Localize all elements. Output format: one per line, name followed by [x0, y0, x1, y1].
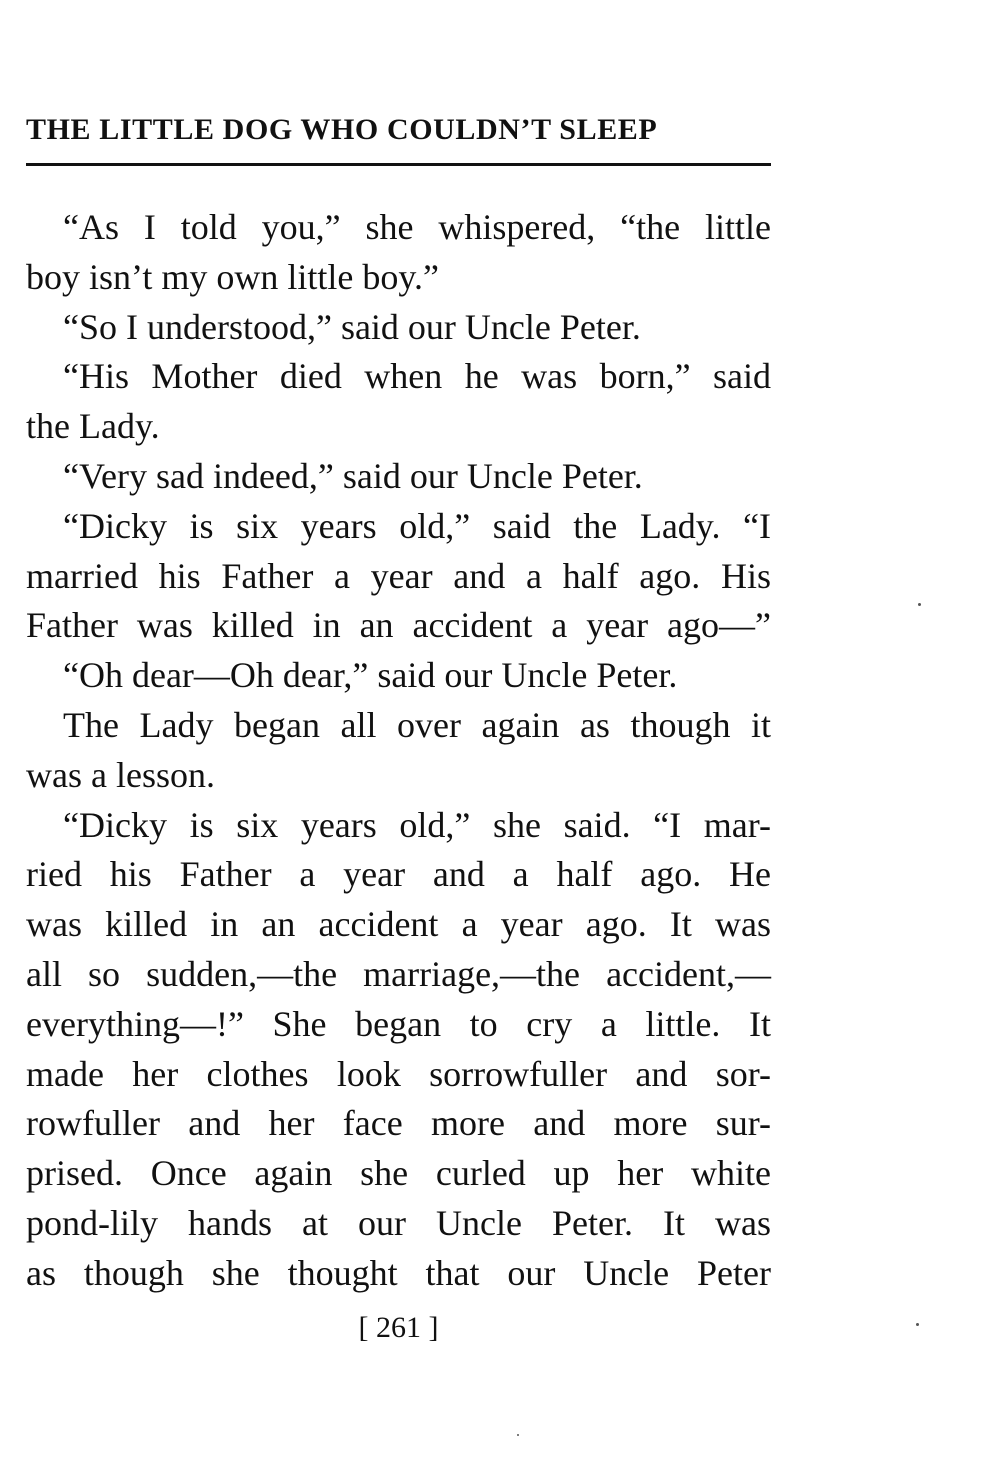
text-line: as though she thought that our Uncle Peter — [26, 1252, 771, 1293]
scan-speck — [916, 1323, 919, 1326]
text-line: was a lesson. — [26, 754, 215, 795]
page-number: [ 261 ] — [358, 1311, 439, 1344]
text-line: married his Father a year and a half ago. His — [26, 555, 771, 596]
text-line: pond-lily hands at our Uncle Peter. It was — [26, 1202, 771, 1243]
text-line: the Lady. — [26, 406, 160, 447]
text-line: prised. Once again she curled up her white — [26, 1153, 771, 1194]
text-line: “As I told you,” she whispered, “the little — [63, 207, 771, 247]
text-line: “His Mother died when he was born,” said — [63, 356, 771, 397]
text-line: made her clothes look sorrowfuller and sor- — [26, 1053, 771, 1094]
text-line: was killed in an accident a year ago. It was — [26, 904, 771, 945]
text-line: “Dicky is six years old,” said the Lady. “I — [63, 505, 771, 546]
body-text — [26, 203, 771, 1299]
text-line: “So I understood,” said our Uncle Peter. — [63, 306, 641, 347]
text-line: The Lady began all over again as though it — [63, 704, 771, 745]
text-line: “Very sad indeed,” said our Uncle Peter. — [63, 455, 643, 496]
text-line: all so sudden,—the marriage,—the accident,— — [26, 953, 771, 994]
header-rule — [26, 163, 771, 166]
text-line: Father was killed in an accident a year ago—” — [26, 605, 771, 646]
text-line: ried his Father a year and a half ago. He — [26, 854, 771, 895]
scan-speck — [918, 603, 921, 606]
running-head: THE LITTLE DOG WHO COULDN’T SLEEP — [26, 113, 658, 146]
text-line: “Dicky is six years old,” she said. “I mar- — [63, 804, 771, 845]
text-line: everything—!” She began to cry a little. It — [26, 1003, 771, 1044]
text-line: “Oh dear—Oh dear,” said our Uncle Peter. — [63, 655, 678, 696]
text-line: rowfuller and her face more and more sur- — [26, 1103, 771, 1144]
text-line: boy isn’t my own little boy.” — [26, 256, 439, 297]
book-page — [26, 0, 771, 1481]
scan-speck — [517, 1434, 519, 1436]
